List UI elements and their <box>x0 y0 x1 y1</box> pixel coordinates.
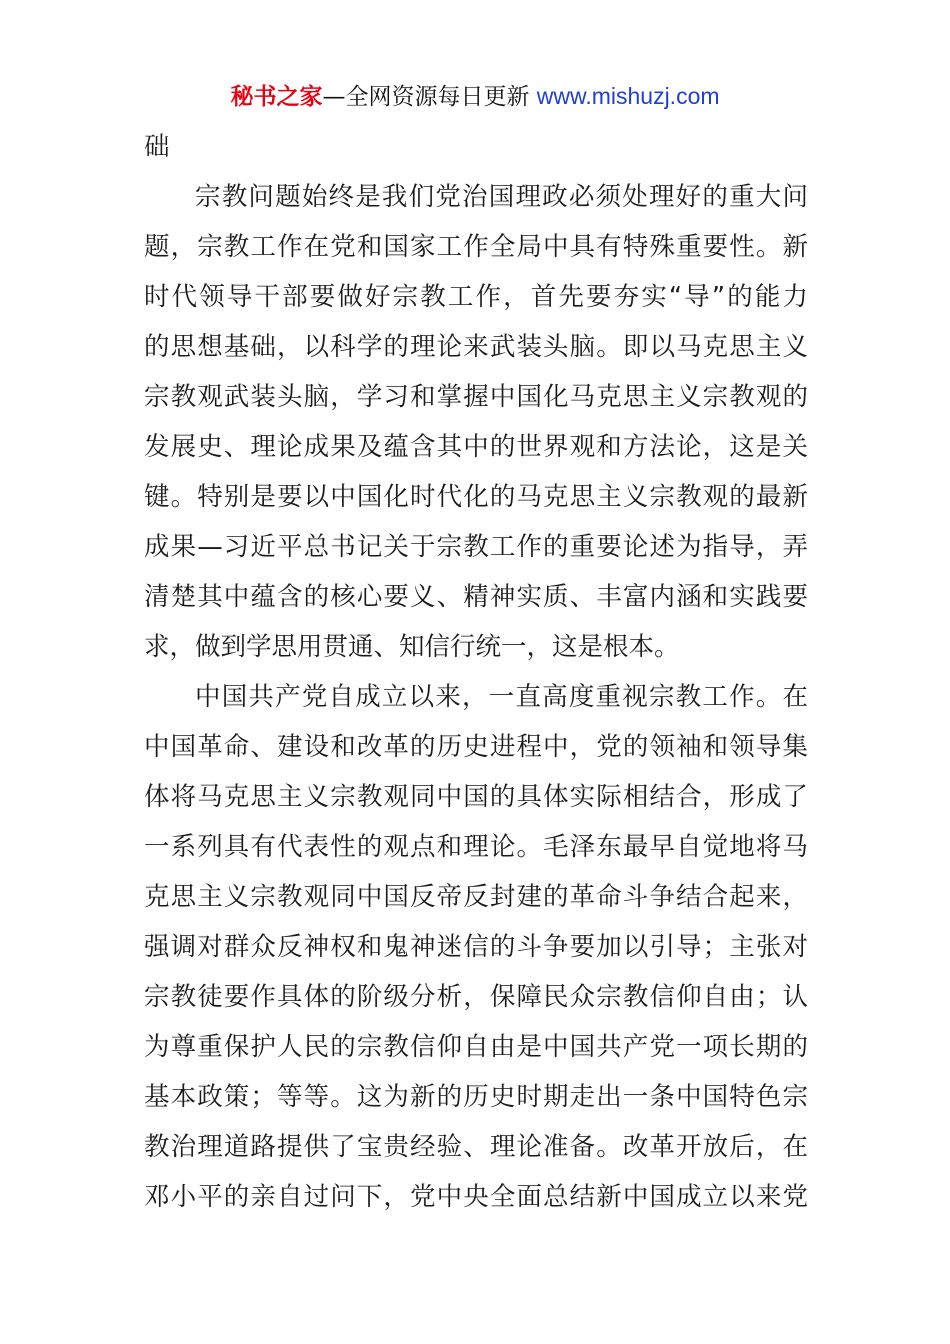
text-line: 题，宗教工作在党和国家工作全局中具有特殊重要性。新 <box>144 232 808 262</box>
site-url: www.mishuzj.com <box>536 83 720 109</box>
text-line: 宗教观武装头脑，学习和掌握中国化马克思主义宗教观的 <box>144 382 808 412</box>
text-line: 的思想基础，以科学的理论来武装头脑。即以马克思主义 <box>144 332 808 362</box>
text-line: 中国革命、建设和改革的历史进程中，党的领袖和领导集 <box>144 732 808 762</box>
paragraph-last-line: 求，做到学思用贯通、知信行统一，这是根本。 <box>144 632 680 662</box>
text-line: 为尊重保护人民的宗教信仰自由是中国共产党一项长期的 <box>144 1032 808 1062</box>
site-watermark-header <box>0 80 950 113</box>
text-line: 教治理道路提供了宝贵经验、理论准备。改革开放后，在 <box>144 1132 808 1162</box>
text-line: 宗教徒要作具体的阶级分析，保障民众宗教信仰自由；认 <box>144 982 808 1012</box>
text-line: 础 <box>144 132 170 162</box>
brand-tagline: —全网资源每日更新 <box>322 84 530 110</box>
text-line: 时代领导干部要做好宗教工作，首先要夯实“导”的能力 <box>144 282 808 312</box>
text-line: 清楚其中蕴含的核心要义、精神实质、丰富内涵和实践要 <box>144 582 808 612</box>
paragraph-first-line: 中国共产党自成立以来，一直高度重视宗教工作。在 <box>195 682 808 712</box>
text-line: 克思主义宗教观同中国反帝反封建的革命斗争结合起来， <box>144 882 808 912</box>
text-line: 体将马克思主义宗教观同中国的具体实际相结合，形成了 <box>144 782 808 812</box>
text-line: 基本政策；等等。这为新的历史时期走出一条中国特色宗 <box>144 1082 808 1112</box>
text-line: 一系列具有代表性的观点和理论。毛泽东最早自觉地将马 <box>144 832 808 862</box>
text-line: 发展史、理论成果及蕴含其中的世界观和方法论，这是关 <box>144 432 808 462</box>
brand-name: 秘书之家 <box>230 84 323 110</box>
text-line: 成果—习近平总书记关于宗教工作的重要论述为指导，弄 <box>144 532 808 562</box>
text-line: 强调对群众反神权和鬼神迷信的斗争要加以引导；主张对 <box>144 932 808 962</box>
text-line: 键。特别是要以中国化时代化的马克思主义宗教观的最新 <box>144 482 808 512</box>
text-line: 邓小平的亲自过问下，党中央全面总结新中国成立以来党 <box>144 1182 808 1212</box>
paragraph-first-line: 宗教问题始终是我们党治国理政必须处理好的重大问 <box>195 182 808 212</box>
document-body <box>144 122 808 1222</box>
